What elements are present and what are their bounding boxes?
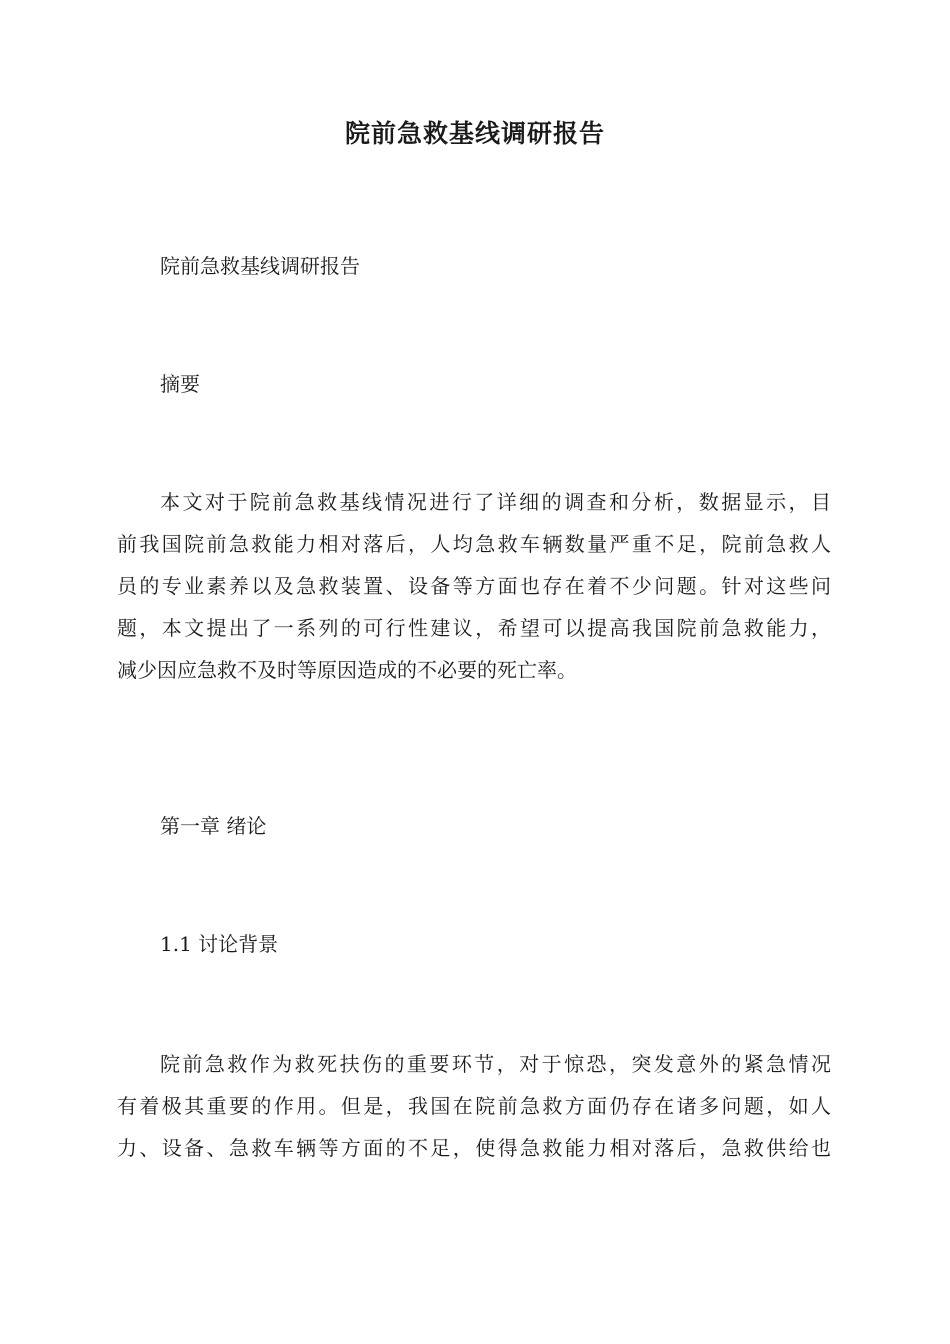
abstract-line: 题，本文提出了一系列的可行性建议，希望可以提高我国院前急救能力，	[117, 616, 831, 640]
abstract-line: 员的专业素养以及急救装置、设备等方面也存在着不少问题。针对这些问	[117, 574, 831, 598]
abstract-line: 减少因应急救不及时等原因造成的不必要的死亡率。	[117, 658, 577, 682]
document-title: 院前急救基线调研报告	[344, 119, 605, 148]
document-subtitle: 院前急救基线调研报告	[160, 254, 360, 278]
chapter-heading: 第一章 绪论	[160, 814, 267, 838]
abstract-heading: 摘要	[160, 372, 200, 396]
abstract-line: 本文对于院前急救基线情况进行了详细的调查和分析，数据显示，目	[160, 490, 831, 514]
abstract-paragraph	[117, 481, 831, 691]
background-paragraph	[117, 1043, 831, 1169]
background-line: 院前急救作为救死扶伤的重要环节，对于惊恐，突发意外的紧急情况	[160, 1052, 831, 1076]
section-heading: 1.1 讨论背景	[160, 932, 279, 956]
abstract-line: 前我国院前急救能力相对落后，人均急救车辆数量严重不足，院前急救人	[117, 532, 831, 556]
background-line: 有着极其重要的作用。但是，我国在院前急救方面仍存在诸多问题，如人	[117, 1094, 831, 1118]
background-line: 力、设备、急救车辆等方面的不足，使得急救能力相对落后，急救供给也	[117, 1136, 831, 1160]
